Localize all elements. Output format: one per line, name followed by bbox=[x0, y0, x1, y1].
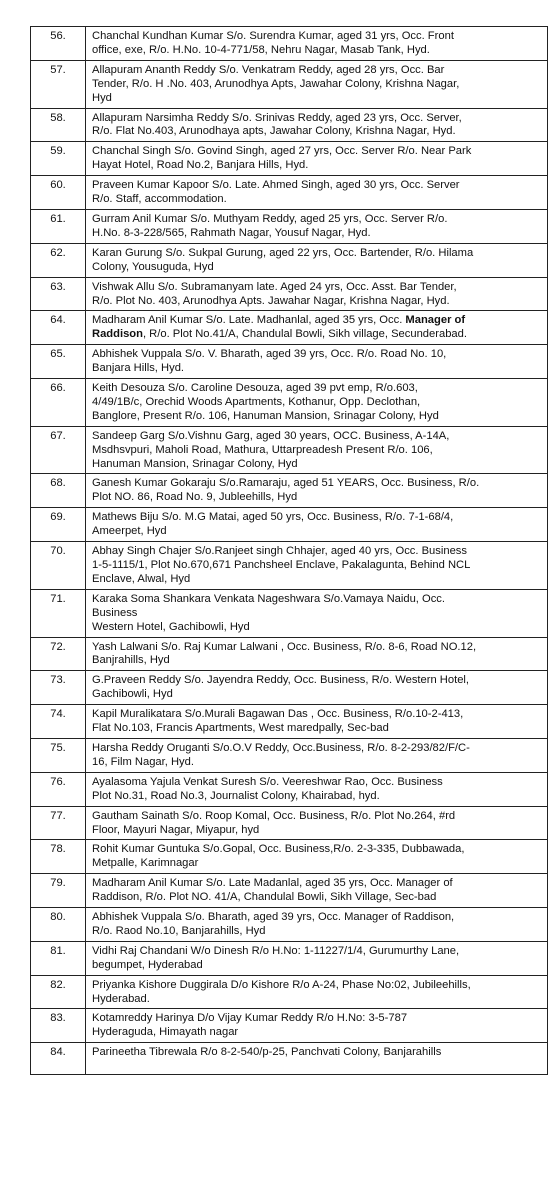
details-line: Plot NO. 86, Road No. 9, Jubleehills, Hyd bbox=[92, 491, 298, 504]
row-number: 78. bbox=[31, 840, 86, 874]
details-line: Abhishek Vuppala S/o. V. Bharath, aged 39 yrs, Occ. R/o. Road No. 10, bbox=[92, 348, 447, 361]
table-row bbox=[31, 508, 548, 542]
person-details bbox=[86, 975, 548, 1009]
row-number: 76. bbox=[31, 772, 86, 806]
details-line: begumpet, Hyderabad bbox=[92, 958, 203, 971]
details-line: Karan Gurung S/o. Sukpal Gurung, aged 22 yrs, Occ. Bartender, R/o. Hilama bbox=[92, 246, 474, 259]
details-line: R/o. Raod No.10, Banjarahills, Hyd bbox=[92, 924, 266, 937]
details-line: Hanuman Mansion, Srinagar Colony, Hyd bbox=[92, 457, 298, 470]
details-line: Abhay Singh Chajer S/o.Ranjeet singh Chhajer, aged 40 yrs, Occ. Business bbox=[92, 545, 467, 558]
person-details bbox=[86, 508, 548, 542]
person-details bbox=[86, 840, 548, 874]
details-line: Kapil Muralikatara S/o.Murali Bagawan Das , Occ. Business, R/o.10-2-413, bbox=[92, 708, 464, 721]
person-details bbox=[86, 27, 548, 61]
person-details bbox=[86, 772, 548, 806]
employer-highlight: Raddison bbox=[92, 328, 143, 341]
person-details bbox=[86, 637, 548, 671]
details-line: Priyanka Kishore Duggirala D/o Kishore R/o A-24, Phase No:02, Jubileehills, bbox=[92, 978, 471, 991]
details-line: Plot No.31, Road No.3, Journalist Colony, Khairabad, hyd. bbox=[92, 789, 380, 802]
details-line: Chanchal Kundhan Kumar S/o. Surendra Kumar, aged 31 yrs, Occ. Front bbox=[92, 30, 454, 42]
row-number: 84. bbox=[31, 1043, 86, 1075]
details-line: Msdhsvpuri, Maholi Road, Mathura, Uttarpreadesh Present R/o. 106, bbox=[92, 443, 433, 456]
person-details bbox=[86, 311, 548, 345]
person-details bbox=[86, 426, 548, 474]
table-row bbox=[31, 975, 548, 1009]
person-details bbox=[86, 142, 548, 176]
details-line: Yash Lalwani S/o. Raj Kumar Lalwani , Occ. Business, R/o. 8-6, Road NO.12, bbox=[92, 640, 477, 653]
details-line: Colony, Yousuguda, Hyd bbox=[92, 260, 214, 273]
table-row bbox=[31, 209, 548, 243]
person-details bbox=[86, 705, 548, 739]
row-number: 82. bbox=[31, 975, 86, 1009]
table-row bbox=[31, 738, 548, 772]
table-row bbox=[31, 108, 548, 142]
person-details bbox=[86, 345, 548, 379]
table-row bbox=[31, 840, 548, 874]
details-line: Enclave, Alwal, Hyd bbox=[92, 572, 191, 585]
row-number: 61. bbox=[31, 209, 86, 243]
details-line: Praveen Kumar Kapoor S/o. Late. Ahmed Singh, aged 30 yrs, Occ. Server bbox=[92, 179, 460, 192]
person-details bbox=[86, 209, 548, 243]
row-number: 80. bbox=[31, 908, 86, 942]
details-line: Business bbox=[92, 606, 138, 619]
details-line: R/o. Flat No.403, Arunodhaya apts, Jawahar Colony, Krishna Nagar, Hyd. bbox=[92, 125, 456, 138]
table-row bbox=[31, 542, 548, 590]
table-row bbox=[31, 243, 548, 277]
table-body bbox=[31, 27, 548, 1075]
table-row bbox=[31, 426, 548, 474]
row-number: 83. bbox=[31, 1009, 86, 1043]
details-line: Hayat Hotel, Road No.2, Banjara Hills, Hyd. bbox=[92, 159, 309, 172]
details-line bbox=[92, 328, 543, 342]
details-line: Gurram Anil Kumar S/o. Muthyam Reddy, aged 25 yrs, Occ. Server R/o. bbox=[92, 212, 448, 225]
table-row bbox=[31, 908, 548, 942]
row-number: 57. bbox=[31, 60, 86, 108]
accused-list-table bbox=[30, 26, 548, 1075]
details-line: 1-5-1115/1, Plot No.670,671 Panchsheel Enclave, Pakalagunta, Behind NCL bbox=[92, 559, 471, 571]
document-page bbox=[30, 26, 548, 1075]
row-number: 81. bbox=[31, 941, 86, 975]
person-details bbox=[86, 379, 548, 427]
row-number: 69. bbox=[31, 508, 86, 542]
details-line bbox=[92, 314, 543, 328]
row-number: 64. bbox=[31, 311, 86, 345]
details-line: Raddison, R/o. Plot NO. 41/A, Chandulal Bowli, Sikh Village, Sec-bad bbox=[92, 891, 437, 904]
person-details bbox=[86, 1009, 548, 1043]
row-number: 75. bbox=[31, 738, 86, 772]
person-details bbox=[86, 874, 548, 908]
details-line: Madharam Anil Kumar S/o. Late Madanlal, aged 35 yrs, Occ. Manager of bbox=[92, 877, 453, 890]
table-row bbox=[31, 941, 548, 975]
row-number: 73. bbox=[31, 671, 86, 705]
details-line: Chanchal Singh S/o. Govind Singh, aged 27 yrs, Occ. Server R/o. Near Park bbox=[92, 145, 472, 158]
row-number: 66. bbox=[31, 379, 86, 427]
person-details bbox=[86, 671, 548, 705]
details-line: Vishwak Allu S/o. Subramanyam late. Aged 24 yrs, Occ. Asst. Bar Tender, bbox=[92, 280, 457, 293]
table-row bbox=[31, 874, 548, 908]
row-number: 62. bbox=[31, 243, 86, 277]
details-line: Keith Desouza S/o. Caroline Desouza, aged 39 pvt emp, R/o.603, bbox=[92, 382, 418, 395]
details-line: Floor, Mayuri Nagar, Miyapur, hyd bbox=[92, 823, 260, 836]
person-details bbox=[86, 277, 548, 311]
row-number: 65. bbox=[31, 345, 86, 379]
person-details bbox=[86, 60, 548, 108]
person-details bbox=[86, 243, 548, 277]
person-details bbox=[86, 108, 548, 142]
details-line: Ganesh Kumar Gokaraju S/o.Ramaraju, aged 51 YEARS, Occ. Business, R/o. bbox=[92, 477, 480, 490]
table-row bbox=[31, 60, 548, 108]
person-details bbox=[86, 738, 548, 772]
table-row bbox=[31, 277, 548, 311]
details-line: 16, Film Nagar, Hyd. bbox=[92, 755, 194, 768]
table-row bbox=[31, 671, 548, 705]
details-line: Vidhi Raj Chandani W/o Dinesh R/o H.No: 1-11227/1/4, Gurumurthy Lane, bbox=[92, 944, 460, 957]
person-details bbox=[86, 474, 548, 508]
person-details bbox=[86, 908, 548, 942]
row-number: 72. bbox=[31, 637, 86, 671]
person-details bbox=[86, 589, 548, 637]
details-line: Abhishek Vuppala S/o. Bharath, aged 39 yrs, Occ. Manager of Raddison, bbox=[92, 911, 455, 924]
person-details bbox=[86, 176, 548, 210]
details-line: Allapuram Narsimha Reddy S/o. Srinivas Reddy, aged 23 yrs, Occ. Server, bbox=[92, 111, 462, 124]
person-details bbox=[86, 542, 548, 590]
details-line: Parineetha Tibrewala R/o 8-2-540/p-25, Panchvati Colony, Banjarahills bbox=[92, 1046, 442, 1059]
table-row bbox=[31, 379, 548, 427]
row-number: 63. bbox=[31, 277, 86, 311]
row-number: 56. bbox=[31, 27, 86, 61]
row-number: 79. bbox=[31, 874, 86, 908]
details-line: office, exe, R/o. H.No. 10-4-771/58, Nehru Nagar, Masab Tank, Hyd. bbox=[92, 43, 430, 56]
details-line: Banglore, Present R/o. 106, Hanuman Mansion, Srinagar Colony, Hyd bbox=[92, 409, 439, 422]
details-line: Allapuram Ananth Reddy S/o. Venkatram Reddy, aged 28 yrs, Occ. Bar bbox=[92, 63, 445, 76]
details-line: Hyd bbox=[92, 91, 112, 104]
details-line: 4/49/1B/c, Orechid Woods Apartments, Kothanur, Opp. Declothan, bbox=[92, 395, 421, 408]
details-line: Gautham Sainath S/o. Roop Komal, Occ. Business, R/o. Plot No.264, #rd bbox=[92, 809, 456, 822]
details-line: Gachibowli, Hyd bbox=[92, 688, 173, 701]
row-number: 59. bbox=[31, 142, 86, 176]
table-row bbox=[31, 806, 548, 840]
table-row bbox=[31, 1043, 548, 1075]
details-line: Mathews Biju S/o. M.G Matai, aged 50 yrs, Occ. Business, R/o. 7-1-68/4, bbox=[92, 511, 454, 524]
details-line: Kotamreddy Harinya D/o Vijay Kumar Reddy R/o H.No: 3-5-787 bbox=[92, 1012, 408, 1025]
row-number: 71. bbox=[31, 589, 86, 637]
row-number: 60. bbox=[31, 176, 86, 210]
row-number: 70. bbox=[31, 542, 86, 590]
employer-highlight: Manager of bbox=[405, 314, 466, 327]
details-line: Banjrahills, Hyd bbox=[92, 654, 170, 667]
row-number: 77. bbox=[31, 806, 86, 840]
table-row bbox=[31, 589, 548, 637]
person-details bbox=[86, 1043, 548, 1075]
table-row bbox=[31, 772, 548, 806]
person-details bbox=[86, 806, 548, 840]
table-row bbox=[31, 142, 548, 176]
details-line: Sandeep Garg S/o.Vishnu Garg, aged 30 years, OCC. Business, A-14A, bbox=[92, 429, 450, 442]
table-row bbox=[31, 176, 548, 210]
details-line: Harsha Reddy Oruganti S/o.O.V Reddy, Occ.Business, R/o. 8-2-293/82/F/C- bbox=[92, 741, 470, 754]
details-text: , R/o. Plot No.41/A, Chandulal Bowli, Sikh village, Secunderabad. bbox=[142, 328, 467, 341]
details-line: G.Praveen Reddy S/o. Jayendra Reddy, Occ. Business, R/o. Western Hotel, bbox=[92, 674, 470, 687]
details-line: R/o. Plot No. 403, Arunodhya Apts. Jawahar Nagar, Krishna Nagar, Hyd. bbox=[92, 294, 450, 307]
details-line: Flat No.103, Francis Apartments, West maredpally, Sec-bad bbox=[92, 722, 389, 735]
table-row bbox=[31, 637, 548, 671]
details-line: Metpalle, Karimnagar bbox=[92, 857, 199, 870]
details-line: Ayalasoma Yajula Venkat Suresh S/o. Veereshwar Rao, Occ. Business bbox=[92, 775, 443, 788]
details-text: Madharam Anil Kumar S/o. Late. Madhanlal, aged 35 yrs, Occ. bbox=[92, 314, 406, 327]
details-line: Western Hotel, Gachibowli, Hyd bbox=[92, 620, 250, 633]
details-line: Banjara Hills, Hyd. bbox=[92, 362, 185, 375]
details-line: Hyderabad. bbox=[92, 992, 150, 1005]
table-row bbox=[31, 27, 548, 61]
table-row bbox=[31, 345, 548, 379]
details-line: Hyderaguda, Himayath nagar bbox=[92, 1026, 239, 1039]
person-details bbox=[86, 941, 548, 975]
details-line: Karaka Soma Shankara Venkata Nageshwara S/o.Vamaya Naidu, Occ. bbox=[92, 592, 446, 605]
details-line: Tender, R/o. H .No. 403, Arunodhya Apts, Jawahar Colony, Krishna Nagar, bbox=[92, 77, 460, 90]
row-number: 74. bbox=[31, 705, 86, 739]
details-line: Ameerpet, Hyd bbox=[92, 525, 167, 538]
table-row bbox=[31, 1009, 548, 1043]
table-row bbox=[31, 311, 548, 345]
details-line: R/o. Staff, accommodation. bbox=[92, 193, 227, 206]
table-row bbox=[31, 474, 548, 508]
row-number: 67. bbox=[31, 426, 86, 474]
details-line: H.No. 8-3-228/565, Rahmath Nagar, Yousuf Nagar, Hyd. bbox=[92, 226, 371, 239]
details-line: Rohit Kumar Guntuka S/o.Gopal, Occ. Business,R/o. 2-3-335, Dubbawada, bbox=[92, 843, 465, 856]
row-number: 58. bbox=[31, 108, 86, 142]
row-number: 68. bbox=[31, 474, 86, 508]
table-row bbox=[31, 705, 548, 739]
